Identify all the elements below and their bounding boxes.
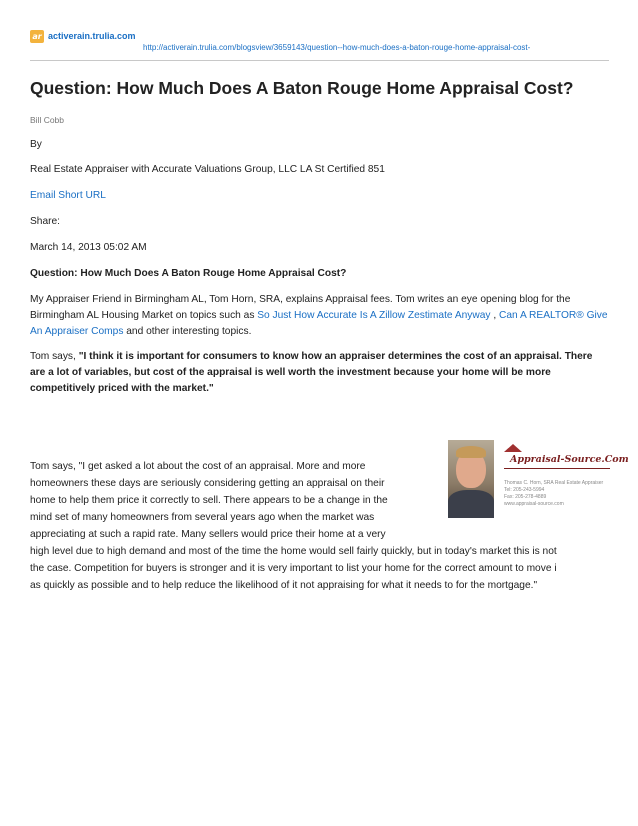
article-subtitle: Question: How Much Does A Baton Rouge Home Appraisal Cost? [30, 268, 347, 279]
zillow-article-link[interactable]: So Just How Accurate Is A Zillow Zestimate Anyway [257, 310, 491, 321]
author-name: Bill Cobb [30, 115, 65, 125]
paragraph-line: as quickly as possible and to help reduce the likelihood of it not appraising for what it needs to for the mortgage." [30, 580, 538, 591]
paragraph-line: homeowners these days are seriously considering getting an appraisal on their [30, 478, 385, 489]
link-separator: , [490, 310, 500, 321]
appraisal-source-logo [500, 440, 629, 522]
paragraph-line: mind set of many homeowners from several years ago when the market was [30, 512, 375, 523]
author-byline: Real Estate Appraiser with Accurate Valuations Group, LLC LA St Certified 851 [30, 164, 385, 175]
headshot-photo [448, 440, 494, 518]
realtor-comps-article-link[interactable]: Can A REALTOR® Give An Appraiser Comps [30, 310, 608, 337]
paragraph-line: home to help them price it correctly to sell. There appears to be a change in the [30, 495, 388, 506]
paragraph-line: Tom says, "I get asked a lot about the cost of an appraisal. More and more [30, 461, 366, 472]
appraiser-photo-card [448, 440, 629, 522]
quote-text: "I think it is important for consumers to know how an appraiser determines the cost of an appraisal. There are a lot of variables, but cost of the appraisal is well worth the investment because your home will be more competitively priced with the market." [30, 351, 593, 394]
intro-text-2: and other interesting topics. [123, 326, 252, 337]
intro-paragraph [30, 292, 615, 340]
intro-text-1: My Appraiser Friend in Birmingham AL, Tom Horn, SRA, explains Appraisal fees. Tom writes an eye opening blog for the Birmingham AL Housing Market on topics such as [30, 294, 571, 321]
email-short-url-link[interactable]: Email Short URL [30, 190, 106, 201]
page-title: Question: How Much Does A Baton Rouge Home Appraisal Cost? [30, 78, 574, 98]
brand-name: Appraisal-Source.Com [510, 454, 629, 465]
contact-line: Tel: 205-243-5994 [504, 487, 545, 493]
contact-line: Thomas C. Horn, SRA Real Estate Appraiser [504, 480, 604, 486]
paragraph-line: appreciating at such a rapid rate. Many sellers would price their home at a very [30, 529, 386, 540]
contact-details [504, 480, 603, 508]
share-label: Share: [30, 216, 61, 227]
quote-lead: Tom says, [30, 351, 79, 362]
header-divider [30, 60, 609, 61]
house-icon [504, 444, 522, 452]
contact-line: www.appraisal-source.com [504, 501, 564, 507]
post-date: March 14, 2013 05:02 AM [30, 242, 147, 253]
source-url-link[interactable]: http://activerain.trulia.com/blogsview/3659143/question--how-much-does-a-baton-rouge-home-appraisal-cost- [143, 43, 531, 52]
contact-line: Fax: 205-278-4889 [504, 494, 547, 500]
activerain-logo-icon: ar [30, 30, 44, 43]
paragraph-line: high level due to high demand and most of the time the home would sell fairly quickly, but in today's market this is not [30, 546, 557, 557]
by-label: By [30, 139, 42, 150]
quote-paragraph [30, 349, 605, 397]
site-name: activerain.trulia.com [48, 31, 136, 41]
paragraph-line: the case. Competition for buyers is stronger and it is very important to list your home for the correct amount to move i [30, 563, 557, 574]
